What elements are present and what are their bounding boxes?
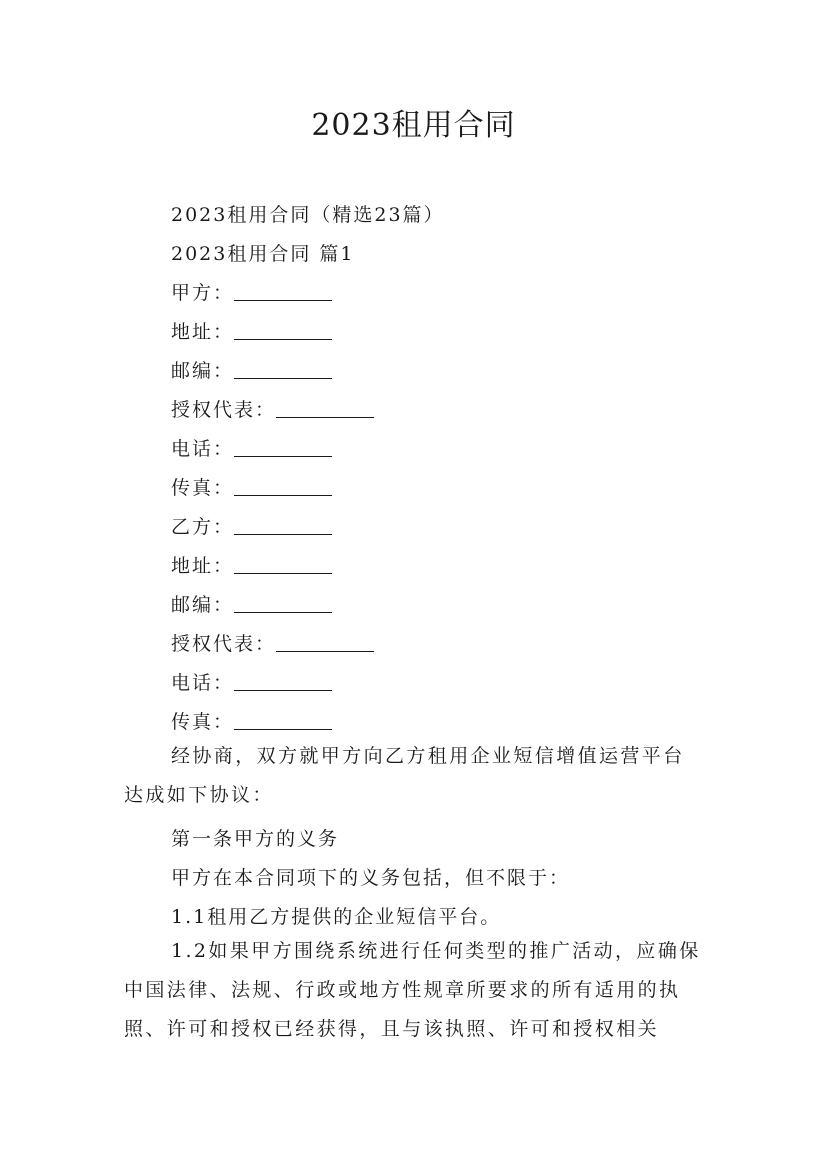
party-a-postcode-field — [171, 356, 332, 383]
party-a-field — [171, 278, 332, 305]
party-b-address-label: 地址： — [171, 555, 235, 577]
party-b-fax-label: 传真： — [171, 711, 235, 733]
party-a-fax-blank — [234, 475, 332, 496]
party-b-fax-blank — [234, 709, 332, 730]
clause-1-2: 1.2如果甲方围绕系统进行任何类型的推广活动，应确保中国法律、法规、行政或地方性规章所要求的所有适用的执照、许可和授权已经获得，且与该执照、许可和授权相关 — [124, 940, 701, 1040]
section-heading: 2023租用合同 篇1 — [171, 243, 355, 265]
party-a-fax-field — [171, 473, 332, 500]
party-b-postcode-label: 邮编： — [171, 594, 235, 616]
party-a-blank — [234, 280, 332, 301]
party-a-phone-label: 电话： — [171, 438, 235, 460]
party-b-blank — [234, 514, 332, 535]
document-title: 2023租用合同 — [311, 108, 516, 143]
party-a-postcode-blank — [234, 358, 332, 379]
party-a-address-label: 地址： — [171, 321, 235, 343]
intro-paragraph: 经协商，双方就甲方向乙方租用企业短信增值运营平台达成如下协议： — [124, 745, 685, 806]
party-b-phone-field — [171, 668, 332, 695]
clause-1-1: 1.1租用乙方提供的企业短信平台。 — [171, 906, 502, 928]
party-b-rep-field — [171, 629, 374, 656]
party-a-address-blank — [234, 319, 332, 340]
party-b-label: 乙方： — [171, 516, 235, 538]
article-1-lead: 甲方在本合同项下的义务包括，但不限于： — [171, 867, 571, 889]
document-subtitle: 2023租用合同（精选23篇） — [171, 204, 445, 226]
party-a-phone-field — [171, 434, 332, 461]
article-1-heading: 第一条甲方的义务 — [171, 828, 340, 850]
party-a-rep-field — [171, 395, 374, 422]
party-b-postcode-blank — [234, 592, 332, 613]
party-a-rep-blank — [276, 397, 374, 418]
party-b-address-field — [171, 551, 332, 578]
party-a-address-field — [171, 317, 332, 344]
party-b-fax-field — [171, 707, 332, 734]
party-b-address-blank — [234, 553, 332, 574]
party-b-phone-blank — [234, 670, 332, 691]
party-b-postcode-field — [171, 590, 332, 617]
party-a-label: 甲方： — [171, 282, 235, 304]
party-b-phone-label: 电话： — [171, 672, 235, 694]
party-a-phone-blank — [234, 436, 332, 457]
party-a-fax-label: 传真： — [171, 477, 235, 499]
party-a-postcode-label: 邮编： — [171, 360, 235, 382]
party-b-rep-label: 授权代表： — [171, 633, 277, 655]
party-b-field — [171, 512, 332, 539]
party-a-rep-label: 授权代表： — [171, 399, 277, 421]
party-b-rep-blank — [276, 631, 374, 652]
